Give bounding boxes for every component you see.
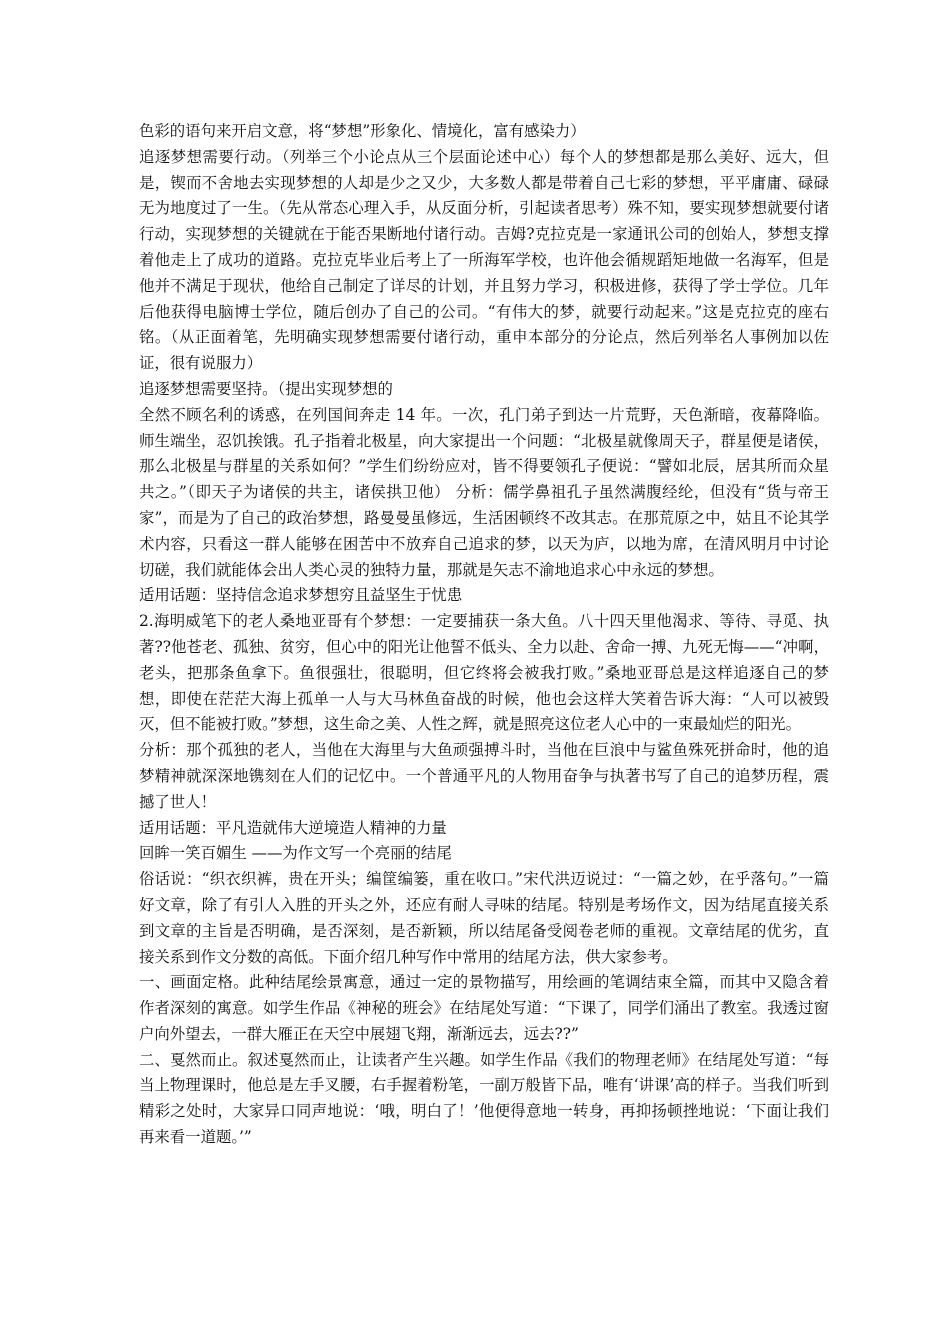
paragraph-hemingway: 2.海明威笔下的老人桑地亚哥有个梦想：一定要捕获一条大鱼。八十四天里他渴求、等待、寻觅、执著??他苍老、孤独、贫穷，但心中的阳光让他誓不低头、全力以赴、舍命一搏、九死无悔——“冲啊，老头，把那条鱼拿下。鱼很强壮，很聪明，但它终将会被我打败。”桑地亚哥总是这样追逐自己的梦想，即使在茫茫大海上孤单一人与大马林鱼奋战的时候，他也会这样大笑着告诉大海：“人可以被毁灭，但不能被打败。”梦想，这生命之美、人性之辉，就是照亮这位老人心中的一束最灿烂的阳光。 [139,612,829,734]
paragraph-topic-2: 适用话题：平凡造就伟大逆境造人精神的力量 [139,818,447,837]
paragraph-method-1: 一、画面定格。此种结尾绘景寓意，通过一定的景物描写，用绘画的笔调结束全篇，而其中又隐含着作者深刻的寓意。如学生作品《神秘的班会》在结尾处写道：“下课了，同学们涌出了教室。我透过窗户向外望去，一群大雁正在天空中展翅飞翔，渐渐远去，远去??” [139,973,829,1043]
paragraph-analysis: 分析：那个孤独的老人，当他在大海里与大鱼顽强搏斗时，当他在巨浪中与鲨鱼殊死拼命时，他的追梦精神就深深地镌刻在人们的记忆中。一个普通平凡的人物用奋争与执著书写了自己的追梦历程，震撼了世人！ [139,741,829,811]
paragraph-topic-1: 适用话题：坚持信念追求梦想穷且益坚生于忧患 [139,586,463,605]
paragraph-action: 追逐梦想需要行动。（列举三个小论点从三个层面论述中心）每个人的梦想都是那么美好、远大，但是，锲而不舍地去实现梦想的人却是少之又少，大多数人都是带着自己七彩的梦想，平平庸庸、碌碌无为地度过了一生。（先从常态心理入手，从反面分析，引起读者思考）殊不知，要实现梦想就要付诸行动，实现梦想的关键就在于能否果断地付诸行动。吉姆?克拉克是一家通讯公司的创始人，梦想支撑着他走上了成功的道路。克拉克毕业后考上了一所海军学校，也许他会循规蹈矩地做一名海军，但是他并不满足于现状，他给自己制定了详尽的计划，并且努力学习，积极进修，获得了学士学位。几年后他获得电脑博士学位，随后创办了自己的公司。“有伟大的梦，就要行动起来。”这是克拉克的座右铭。（从正面着笔，先明确实现梦想需要付诸行动，重申本部分的分论点，然后列举名人事例加以佐证，很有说服力） [139,147,829,373]
paragraph-method-2: 二、戛然而止。叙述戛然而止，让读者产生兴趣。如学生作品《我们的物理老师》在结尾处写道：“每当上物理课时，他总是左手叉腰，右手握着粉笔，一副万般皆下品，唯有‘讲课’高的样子。当我们听到精彩之处时，大家异口同声地说：‘哦，明白了！’他便得意地一转身，再抑扬顿挫地说：‘下面让我们再来看一道题。’” [139,1050,829,1147]
paragraph-intro-tail: 色彩的语句来开启文意，将“梦想”形象化、情境化，富有感染力） [139,122,586,140]
document-body [139,119,829,1151]
paragraph-persistence: 追逐梦想需要坚持。（提出实现梦想的 [139,379,393,398]
paragraph-proverb: 俗话说：“织衣织裤，贵在开头；编筐编篓，重在收口。”宋代洪迈说过：“一篇之妙，在乎落句。”一篇好文章，除了有引人入胜的开头之外，还应有耐人寻味的结尾。特别是考场作文，因为结尾直接关系到文章的主旨是否明确，是否深刻，是否新颖，所以结尾备受阅卷老师的重视。文章结尾的优劣，直接关系到作文分数的高低。下面介绍几种写作中常用的结尾方法，供大家参考。 [139,870,829,966]
section-heading-ending: 回眸一笑百媚生 ——为作文写一个亮丽的结尾 [139,844,452,863]
paragraph-confucius: 全然不顾名利的诱惑，在列国间奔走 14 年。一次，孔门弟子到达一片荒野，天色渐暗，夜幕降临。师生端坐，忍饥挨饿。孔子指着北极星，向大家提出一个问题：“北极星就像周天子，群星便是诸侯，那么北极星与群星的关系如何？”学生们纷纷应对，皆不得要领孔子便说：“譬如北辰，居其所而众星共之。”（即天子为诸侯的共主，诸侯拱卫他） 分析：儒学鼻祖孔子虽然满腹经纶，但没有“货与帝王家”，而是为了自己的政治梦想，路曼曼虽修远，生活困顿终不改其志。在那荒原之中，姑且不论其学术内容，只看这一群人能够在困苦中不放弃自己追求的梦，以天为庐，以地为席，在清风明月中讨论切磋，我们就能体会出人类心灵的独特力量，那就是矢志不渝地追求心中永远的梦想。 [139,405,829,579]
